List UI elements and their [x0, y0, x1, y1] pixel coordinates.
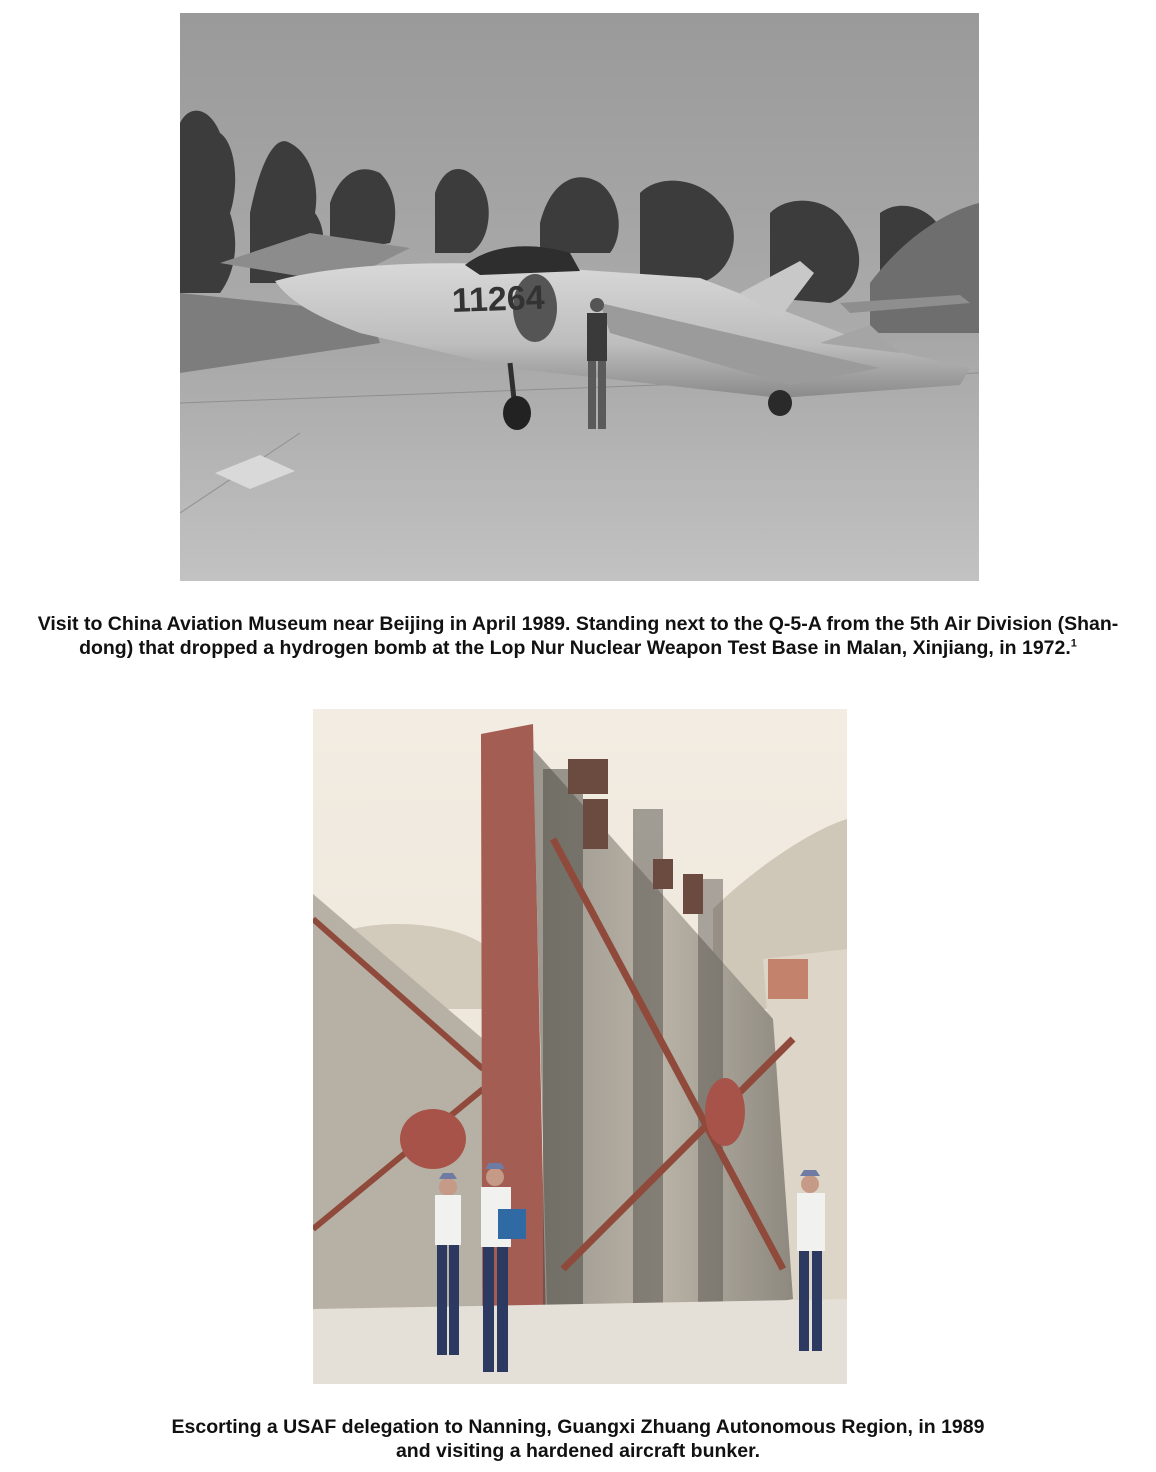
- caption-museum-line-1: Visit to China Aviation Museum near Beijing in April 1989. Standing next to the Q-5-A from the 5th Air Division (Shan-: [37, 613, 1119, 635]
- footnote-marker: 1: [1070, 637, 1077, 650]
- museum-aircraft-photo: [180, 13, 979, 581]
- aircraft-tail-number: 11264: [451, 278, 546, 320]
- museum-aircraft-photo-drawing: [180, 13, 979, 581]
- caption-bunker-visit: [0, 1415, 1156, 1463]
- caption-museum-line-2-text: dong) that dropped a hydrogen bomb at the Lop Nur Nuclear Weapon Test Base in Malan, Xinjiang, in 1972.: [79, 637, 1071, 659]
- aircraft-bunker-photo-drawing: [313, 709, 847, 1384]
- caption-bunker-line-1: Escorting a USAF delegation to Nanning, Guangxi Zhuang Autonomous Region, in 1989: [171, 1416, 985, 1438]
- caption-museum-visit: [0, 612, 1156, 660]
- caption-bunker-line-2: and visiting a hardened aircraft bunker.: [395, 1440, 761, 1462]
- aircraft-bunker-photo: [313, 709, 847, 1384]
- caption-museum-line-2: [0, 636, 1156, 660]
